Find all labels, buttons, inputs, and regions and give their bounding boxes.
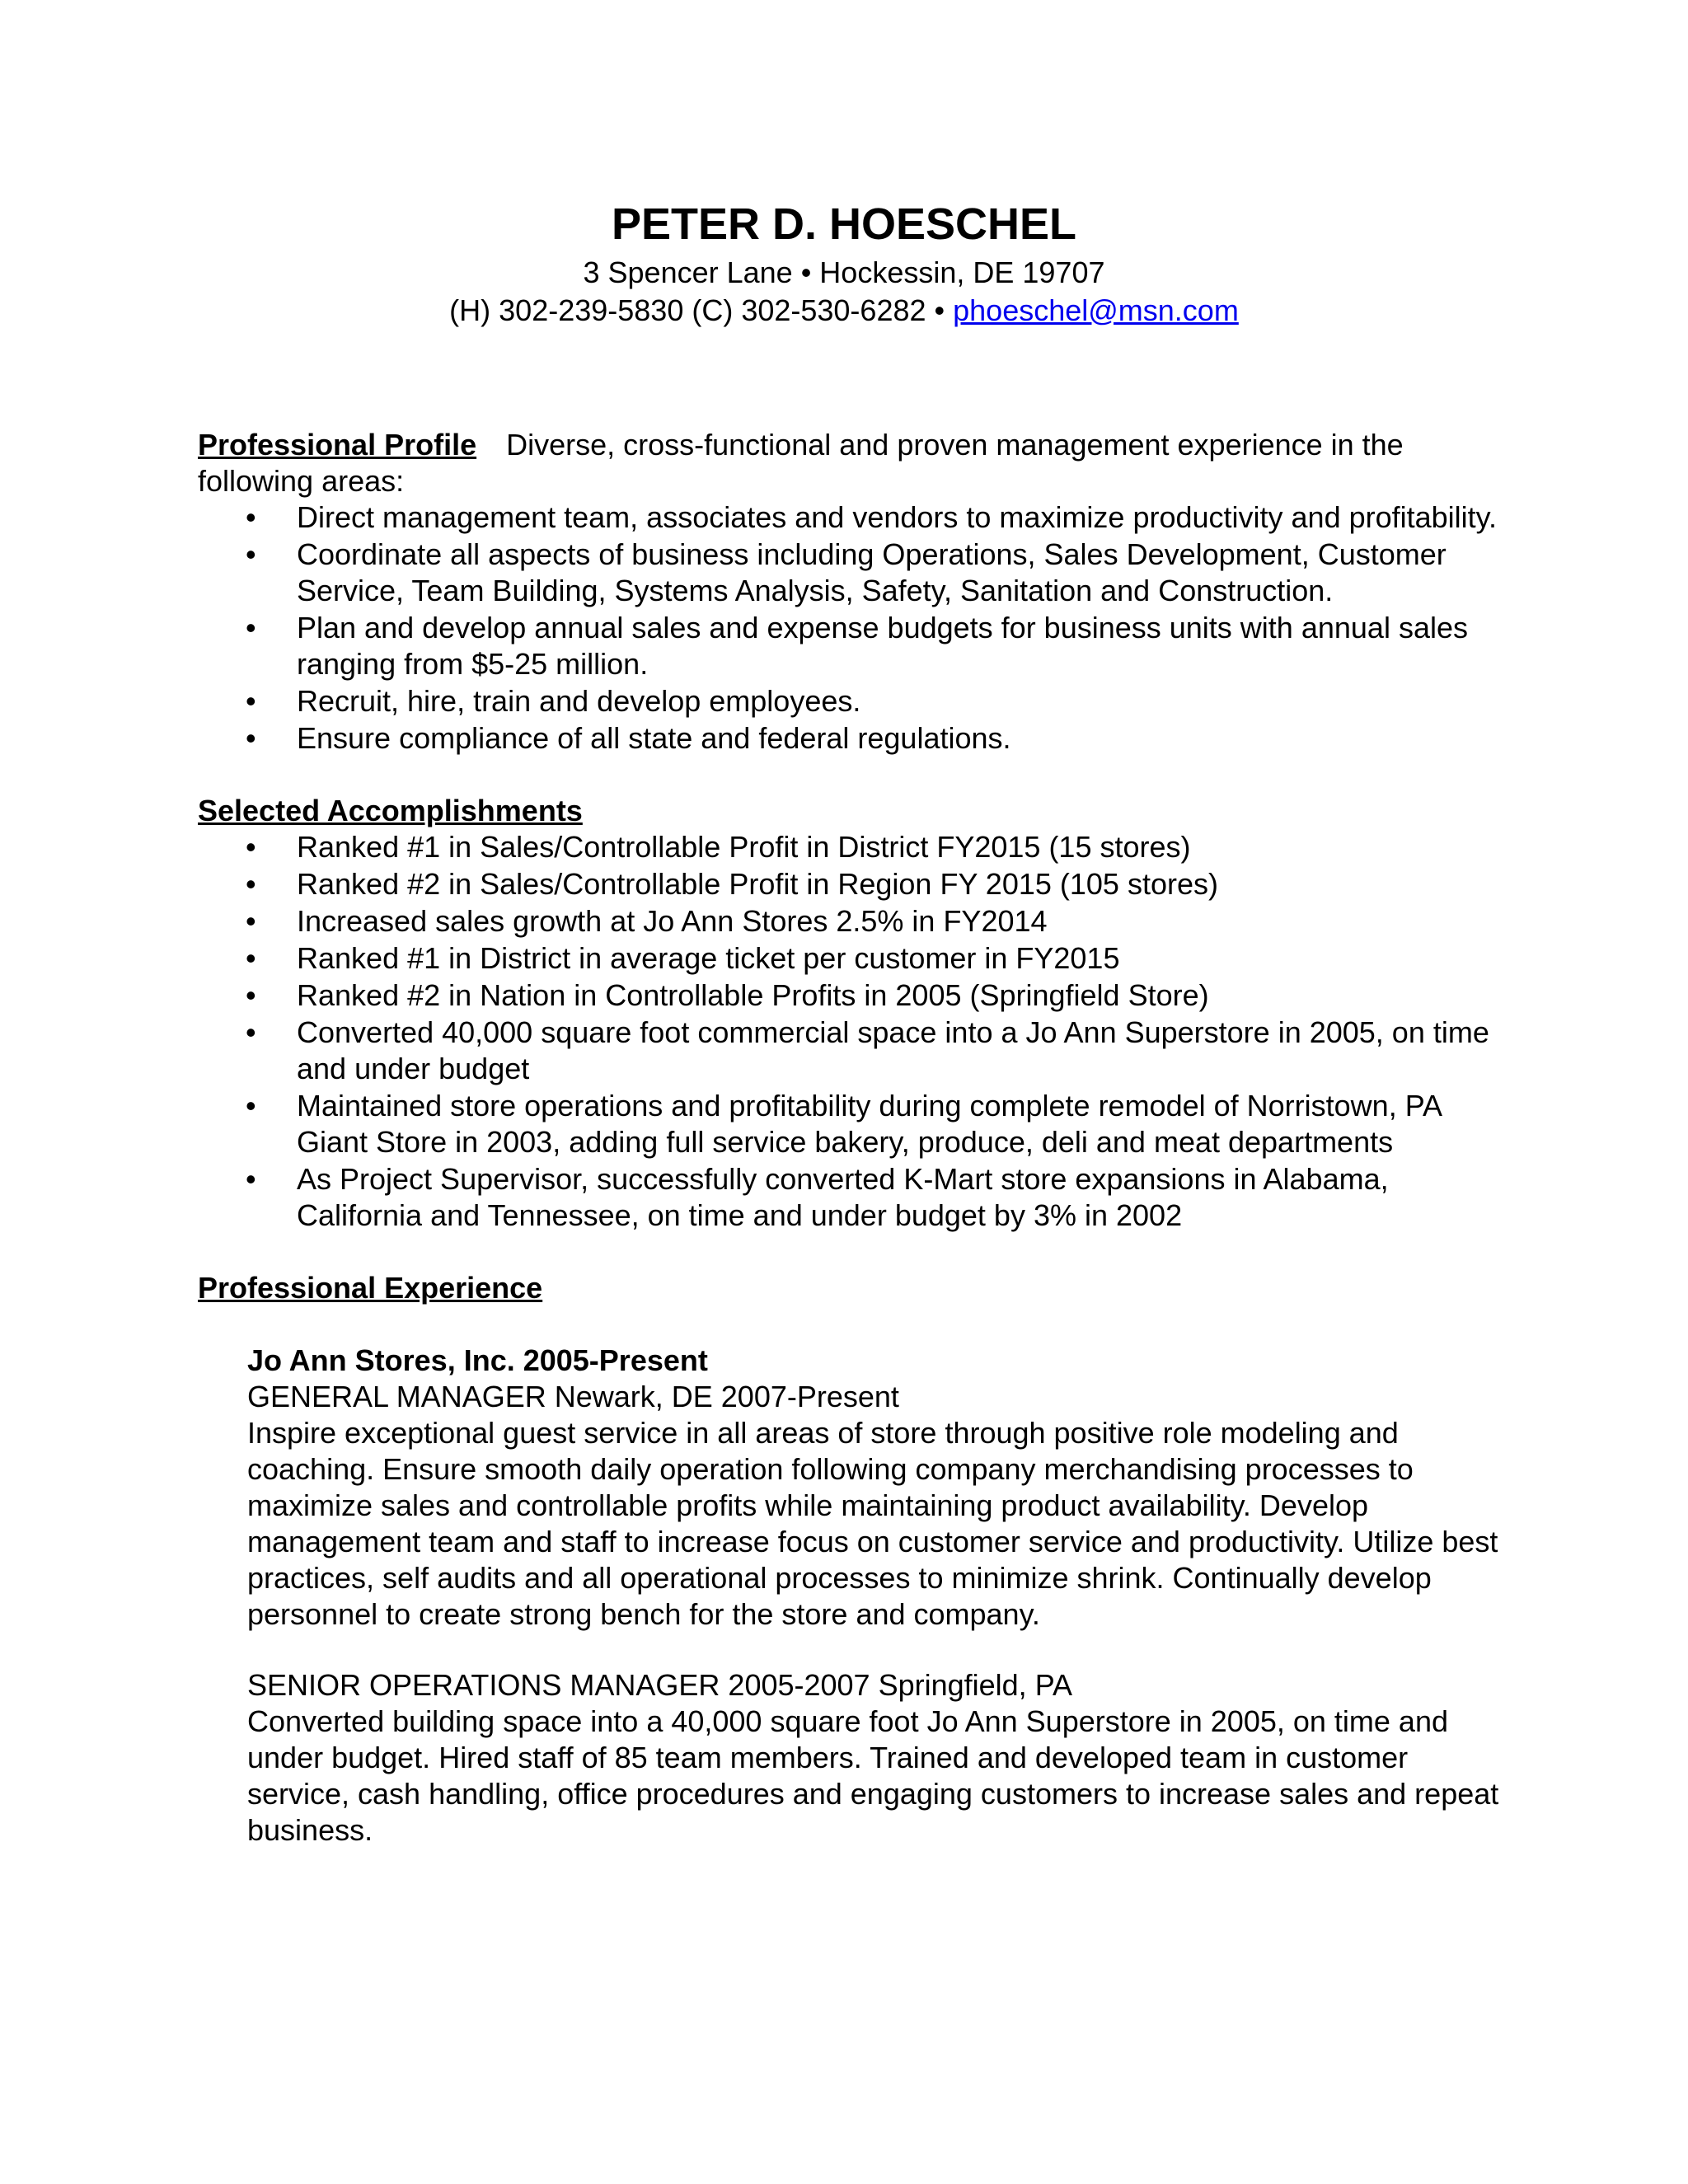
address-line: 3 Spencer Lane • Hockessin, DE 19707 (583, 255, 1105, 289)
accomplishments-list (198, 829, 1500, 1234)
list-item: • Plan and develop annual sales and expense budgets for business units with annual sales ranging from $5-25 million. (198, 610, 1500, 682)
phone-numbers: (H) 302-239-5830 (C) 302-530-6282 • (449, 293, 954, 327)
list-item: • Ensure compliance of all state and federal regulations. (198, 720, 1500, 757)
experience-title: Professional Experience (198, 1271, 543, 1305)
list-item: • Increased sales growth at Jo Ann Stores 2.5% in FY2014 (198, 903, 1500, 940)
experience-entries (198, 1343, 1500, 1849)
profile-intro (198, 427, 1500, 499)
list-item: • Maintained store operations and profitability during complete remodel of Norristown, PA Giant Store in 2003, adding full service bakery, produce, deli and meat departments (198, 1088, 1500, 1160)
experience-section (198, 1270, 1500, 1849)
list-item: • Recruit, hire, train and develop employees. (198, 683, 1500, 719)
job-heading: GENERAL MANAGER Newark, DE 2007-Present (247, 1380, 899, 1413)
profile-title: Professional Profile (198, 428, 477, 462)
job-description: Converted building space into a 40,000 square foot Jo Ann Superstore in 2005, on time and under budget. Hired staff of 85 team members. Trained and developed team in customer service, cash handling, office procedures and engaging customers to increase sales and repeat business. (247, 1704, 1499, 1847)
job-heading: SENIOR OPERATIONS MANAGER 2005-2007 Springfield, PA (247, 1668, 1073, 1702)
profile-list (198, 499, 1500, 757)
resume-body (198, 427, 1500, 1849)
applicant-name: PETER D. HOESCHEL (611, 199, 1077, 249)
list-item: • Ranked #1 in Sales/Controllable Profit in District FY2015 (15 stores) (198, 829, 1500, 865)
list-item: • Ranked #2 in Nation in Controllable Profits in 2005 (Springfield Store) (198, 977, 1500, 1014)
job-entry (247, 1379, 1500, 1633)
list-item: • As Project Supervisor, successfully converted K-Mart store expansions in Alabama, California and Tennessee, on time and under budget by 3% in 2002 (198, 1161, 1500, 1234)
accomplishments-section (198, 793, 1500, 1234)
list-item: • Ranked #1 in District in average ticket per customer in FY2015 (198, 940, 1500, 977)
list-item: • Coordinate all aspects of business including Operations, Sales Development, Customer Service, Team Building, Systems Analysis, Safety, Sanitation and Construction. (198, 537, 1500, 609)
resume-header (0, 194, 1688, 330)
company-heading: Jo Ann Stores, Inc. 2005-Present (247, 1343, 708, 1377)
list-item: • Direct management team, associates and vendors to maximize productivity and profitability. (198, 499, 1500, 536)
job-entry (247, 1667, 1500, 1849)
accomplishments-title: Selected Accomplishments (198, 794, 583, 827)
job-description: Inspire exceptional guest service in all areas of store through positive role modeling and coaching. Ensure smooth daily operation following company merchandising processes to maximize sales and controllable profits while maintaining product availability. Develop management team and staff to increase focus on customer service and productivity. Utilize best practices, self audits and all operational processes to minimize shrink. Continually develop personnel to create strong bench for the store and company. (247, 1416, 1498, 1631)
list-item: • Converted 40,000 square foot commercial space into a Jo Ann Superstore in 2005, on time and under budget (198, 1015, 1500, 1087)
email-link[interactable]: phoeschel@msn.com (953, 293, 1239, 327)
profile-intro-text: Diverse, cross-functional and proven management experience in the following areas: (198, 428, 1404, 498)
phone-email-line (0, 292, 1688, 330)
list-item: • Ranked #2 in Sales/Controllable Profit in Region FY 2015 (105 stores) (198, 866, 1500, 902)
profile-section (198, 427, 1500, 757)
